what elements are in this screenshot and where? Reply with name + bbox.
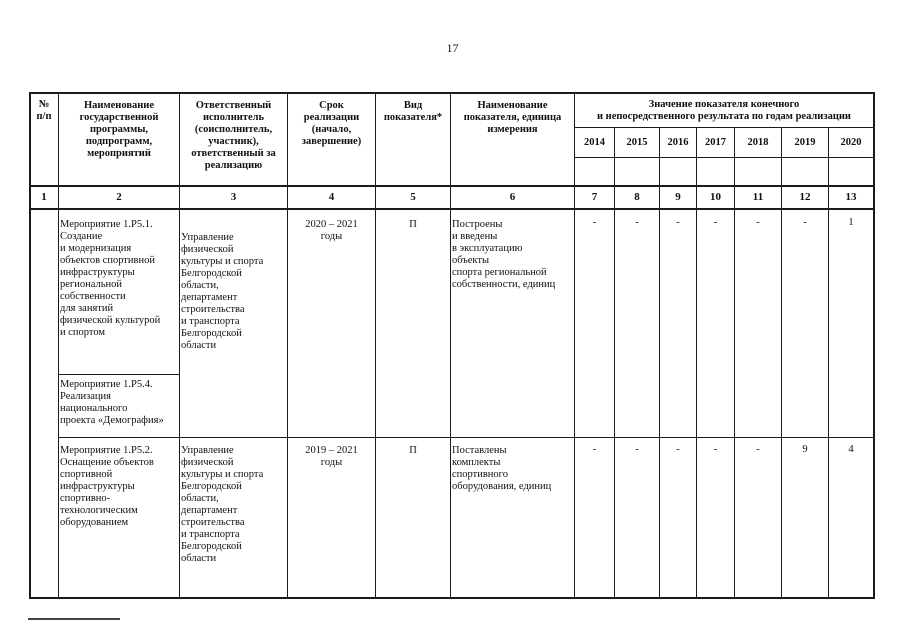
indicator-name: Поставлены комплекты спортивного оборудования, единиц xyxy=(452,445,552,492)
header-executor: Ответственный исполнитель (соисполнитель, участник), ответственный за реализацию xyxy=(191,100,276,171)
header-values-group: Значение показателя конечного и непосредственного результата по годам реализации xyxy=(597,99,851,122)
column-number: 3 xyxy=(230,191,237,203)
year-value: 1 xyxy=(848,217,854,228)
implementation-term: 2019 – 2021 годы xyxy=(305,445,358,468)
page-number: 17 xyxy=(446,41,459,55)
indicator-table xyxy=(29,92,875,599)
table-border-right xyxy=(873,92,875,599)
column-number: 10 xyxy=(710,191,721,203)
header-group-divider xyxy=(574,127,875,128)
col-line-1 xyxy=(58,92,59,599)
activity-name: Мероприятие 1.Р5.1. Создание и модернизация объектов спортивной инфраструктуры региональной собственности для занятий физической культурой и спортом xyxy=(60,219,161,338)
column-number: 5 xyxy=(410,191,416,203)
header-year: 2015 xyxy=(626,137,648,148)
header-year: 2016 xyxy=(667,137,689,148)
year-value: - xyxy=(713,217,718,228)
colnum-bottom-line xyxy=(29,208,875,210)
header-year: 2020 xyxy=(840,137,862,148)
subrow-divider xyxy=(58,374,179,375)
column-number: 4 xyxy=(328,191,335,203)
indicator-name: Построены и введены в эксплуатацию объекты спорта региональной собственности, единиц xyxy=(452,219,556,290)
header-indicator-type: Вид показателя* xyxy=(383,100,443,123)
column-number: 7 xyxy=(591,191,598,203)
activity-name: Мероприятие 1.Р5.2. Оснащение объектов спортивной инфраструктуры спортивно- технологическим оборудованием xyxy=(60,445,154,528)
year-value: - xyxy=(676,444,680,455)
year-value: 4 xyxy=(848,444,854,455)
col-line-3 xyxy=(287,92,288,599)
year-value: - xyxy=(803,217,807,228)
activity-name-secondary: Мероприятие 1.Р5.4. Реализация национального проекта «Демография» xyxy=(60,379,164,426)
column-number: 13 xyxy=(845,191,857,203)
header-indicator-name: Наименование показателя, единица измерения xyxy=(463,100,562,135)
header-year: 2014 xyxy=(584,137,605,148)
column-number: 8 xyxy=(634,191,640,203)
footnote-separator xyxy=(28,618,120,620)
header-bottom-line xyxy=(29,185,875,187)
col-line-5 xyxy=(450,92,451,599)
year-value: - xyxy=(756,217,760,228)
header-year: 2017 xyxy=(705,137,726,148)
responsible-executor: Управление физической культуры и спорта Белгородской области, департамент строительства и транспорта Белгородской области xyxy=(181,445,264,564)
col-line-6 xyxy=(574,92,575,599)
table-border-top xyxy=(29,92,875,94)
row-divider xyxy=(58,437,875,438)
indicator-type: П xyxy=(409,219,417,230)
table-border-bottom xyxy=(29,597,875,599)
header-year: 2018 xyxy=(747,137,769,148)
responsible-executor: Управление физической культуры и спорта Белгородской области, департамент строительства и транспорта Белгородской области xyxy=(181,232,264,351)
column-number: 11 xyxy=(752,191,764,203)
header-program-name: Наименование государственной программы, подпрограмм, мероприятий xyxy=(79,100,159,159)
column-number: 1 xyxy=(41,191,47,203)
year-value: - xyxy=(756,444,760,455)
table-border-left xyxy=(29,92,31,599)
header-year: 2019 xyxy=(794,137,816,148)
column-number: 6 xyxy=(509,191,516,203)
col-line-4 xyxy=(375,92,376,599)
header-term: Срок реализации (начало, завершение) xyxy=(301,100,362,147)
year-value: - xyxy=(635,444,639,455)
year-value: 9 xyxy=(802,444,808,455)
year-value: - xyxy=(592,444,597,455)
implementation-term: 2020 – 2021 годы xyxy=(305,219,358,242)
year-value: - xyxy=(592,217,597,228)
header-number: № п/п xyxy=(36,99,52,122)
header-years-divider xyxy=(574,157,875,158)
year-value: - xyxy=(676,217,680,228)
column-number: 9 xyxy=(675,191,681,203)
year-value: - xyxy=(713,444,718,455)
column-number: 12 xyxy=(799,191,811,203)
year-value: - xyxy=(635,217,639,228)
indicator-type: П xyxy=(409,445,417,456)
column-number: 2 xyxy=(116,191,122,203)
